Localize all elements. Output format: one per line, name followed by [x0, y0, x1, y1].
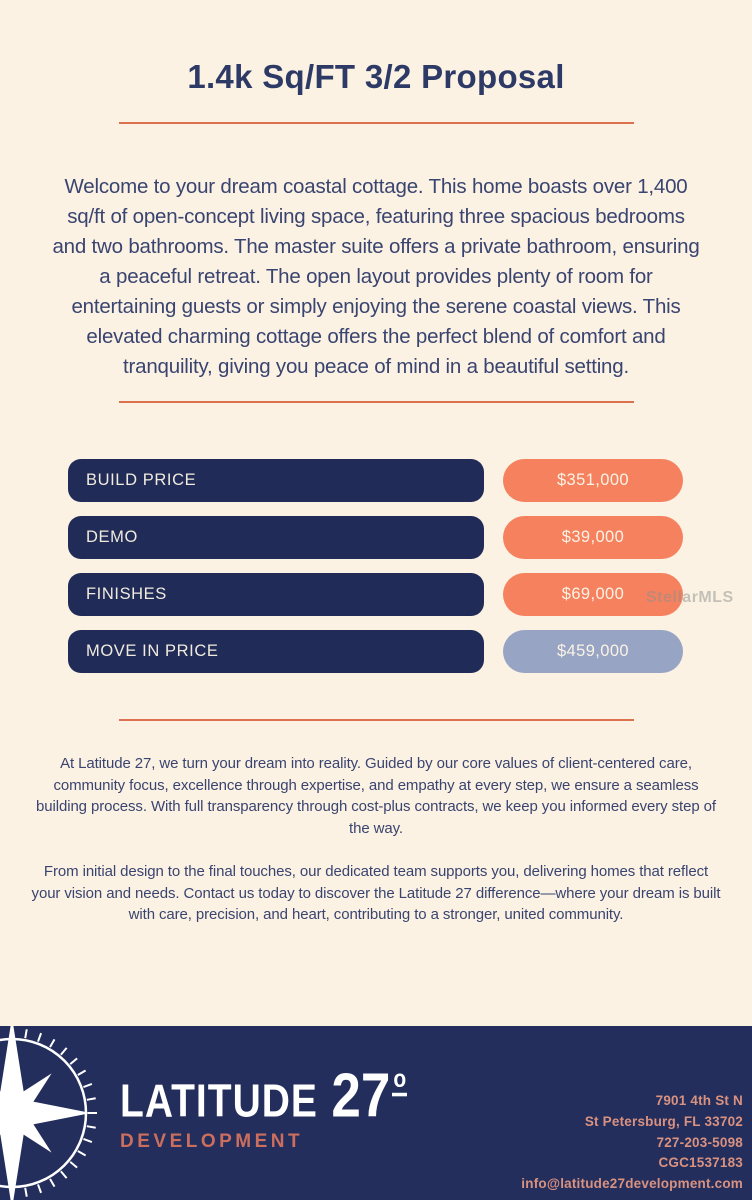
contact-block	[521, 1091, 743, 1195]
brand-name: LATITUDE	[120, 1076, 318, 1127]
about-paragraph-2: From initial design to the final touches, our dedicated team supports you, delivering homes that reflect your vision and needs. Contact us today to discover the Latitude 27 difference—where your dream is built with care, precision, and heart, contributing to a stronger, united community.	[31, 863, 721, 923]
price-value-pill: $69,000	[503, 573, 683, 616]
stellar-mls-watermark: StellarMLS	[646, 589, 734, 606]
contact-phone: 727-203-5098	[656, 1134, 743, 1150]
price-value-pill: $459,000	[503, 630, 683, 673]
about-paragraph-1: At Latitude 27, we turn your dream into reality. Guided by our core values of client-centered care, community focus, excellence through expertise, and empathy at every step, we ensure a seamless building process. With full transparency through cost-plus contracts, we keep you informed every step of the way.	[36, 755, 716, 837]
price-value-pill: $351,000	[503, 459, 683, 502]
price-label-pill: MOVE IN PRICE	[68, 630, 484, 673]
contact-email: info@latitude27development.com	[521, 1176, 743, 1192]
title-divider	[119, 122, 634, 124]
contact-license: CGC1537183	[658, 1155, 743, 1171]
brand-line	[120, 1060, 407, 1131]
pricing-row	[68, 459, 752, 502]
footer	[0, 1026, 752, 1200]
page-title: 1.4k Sq/FT 3/2 Proposal	[187, 58, 565, 95]
intro-paragraph: Welcome to your dream coastal cottage. This home boasts over 1,400 sq/ft of open-concept living space, featuring three spacious bedrooms and two bathrooms. The master suite offers a private bathroom, ensuring a peaceful retreat. The open layout provides plenty of room for entertaining guests or simply enjoying the serene coastal views. This elevated charming cottage offers the perfect blend of comfort and tranquility, giving you peace of mind in a beautiful setting.	[52, 175, 700, 378]
pricing-table	[0, 459, 752, 673]
price-label-pill: BUILD PRICE	[68, 459, 484, 502]
price-label-pill: DEMO	[68, 516, 484, 559]
compass-rose-icon	[0, 1026, 112, 1200]
contact-address-line1: 7901 4th St N	[655, 1093, 743, 1109]
degree-symbol: o	[392, 1067, 407, 1097]
price-label-pill: FINISHES	[68, 573, 484, 616]
pricing-row	[68, 516, 752, 559]
brand-number: 27	[331, 1060, 391, 1131]
contact-address-line2: St Petersburg, FL 33702	[584, 1113, 743, 1129]
brand-lockup	[120, 1060, 407, 1153]
price-value-pill: $39,000	[503, 516, 683, 559]
about-divider	[119, 719, 634, 721]
pricing-row	[68, 630, 752, 673]
brand-division: DEVELOPMENT	[120, 1131, 304, 1152]
intro-divider	[119, 401, 634, 403]
